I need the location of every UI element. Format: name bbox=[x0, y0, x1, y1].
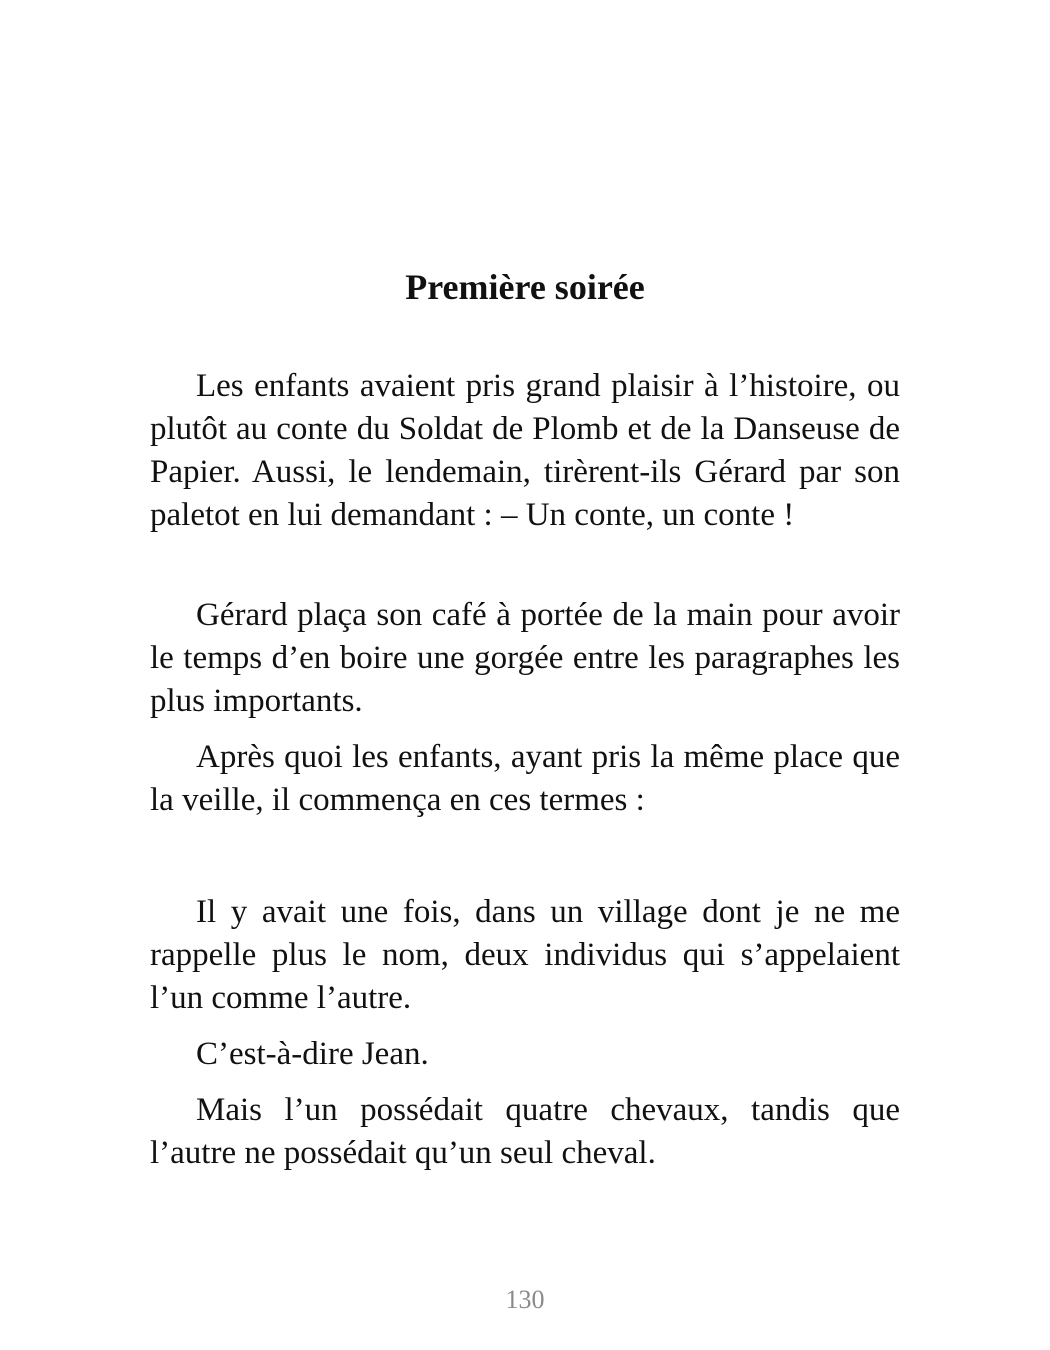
paragraph: Gérard plaça son café à portée de la main pour avoir le temps d’en boire une gorgée entre les paragraphes les plus importants. bbox=[150, 597, 900, 719]
paragraph: Les enfants avaient pris grand plaisir à l’histoire, ou plutôt au conte du Soldat de Plomb et de la Danseuse de Papier. Aussi, le lendemain, tirèrent-ils Gérard par son paletot en lui demandant : – Un conte, un conte ! bbox=[150, 368, 900, 533]
chapter-title: Première soirée bbox=[405, 267, 645, 307]
page-number: 130 bbox=[505, 1285, 545, 1314]
paragraph: Mais l’un possédait quatre chevaux, tandis que l’autre ne possédait qu’un seul cheval. bbox=[150, 1092, 900, 1171]
paragraph: Après quoi les enfants, ayant pris la même place que la veille, il commença en ces termes : bbox=[150, 739, 900, 818]
paragraph: Il y avait une fois, dans un village dont je ne me rappelle plus le nom, deux individus qui s’appelaient l’un comme l’autre. bbox=[150, 894, 900, 1016]
paragraph: C’est-à-dire Jean. bbox=[196, 1036, 429, 1072]
